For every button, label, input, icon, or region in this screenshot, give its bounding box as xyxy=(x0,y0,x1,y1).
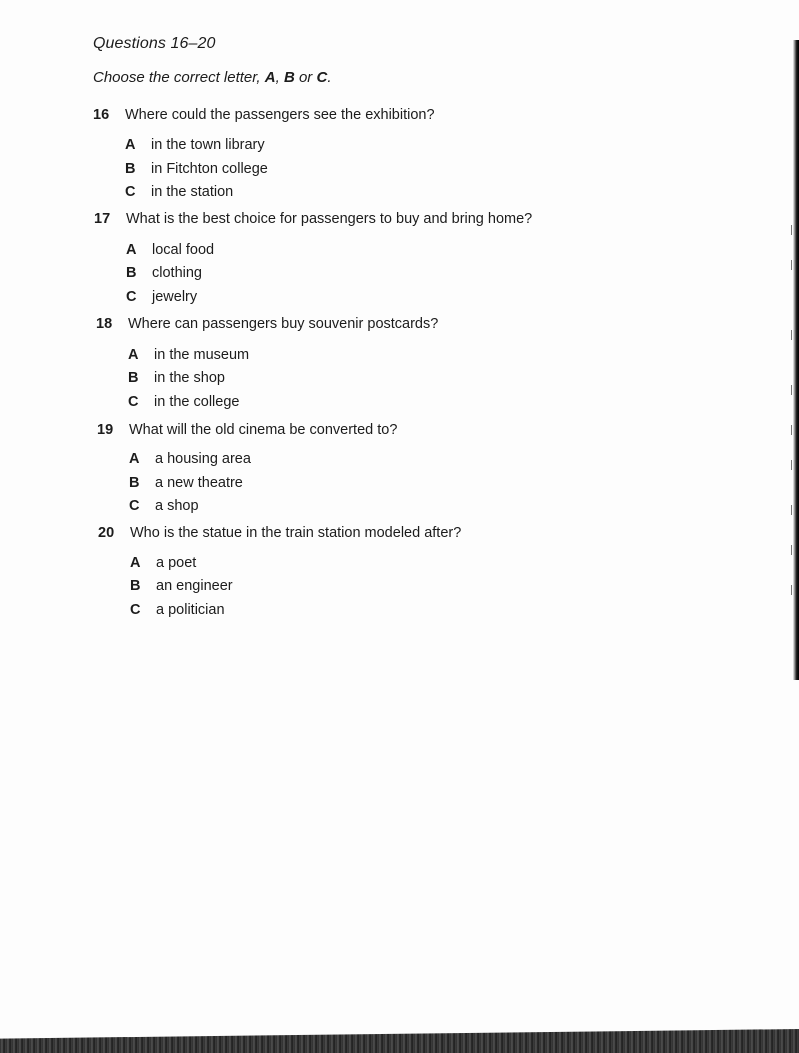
option-20-a[interactable] xyxy=(130,555,196,571)
instruction-letter-b: B xyxy=(283,69,295,86)
question-number: 19 xyxy=(97,422,114,438)
option-letter: C xyxy=(126,289,137,305)
option-18-a[interactable] xyxy=(128,347,249,363)
option-19-c[interactable] xyxy=(129,498,199,514)
instruction-letter-a: A xyxy=(264,69,276,86)
question-17 xyxy=(94,211,532,227)
question-number: 20 xyxy=(98,525,115,541)
option-letter: C xyxy=(125,184,136,200)
option-text: in the college xyxy=(154,394,240,410)
option-20-c[interactable] xyxy=(130,602,225,618)
instruction-text xyxy=(93,69,332,86)
option-letter: B xyxy=(129,475,140,491)
question-number: 16 xyxy=(93,107,110,123)
question-text: What will the old cinema be converted to? xyxy=(129,422,398,438)
option-letter: C xyxy=(129,498,140,514)
option-text: jewelry xyxy=(152,289,198,305)
question-number: 18 xyxy=(96,316,113,332)
option-letter: A xyxy=(128,347,139,363)
option-16-a[interactable] xyxy=(125,137,265,153)
option-text: in the town library xyxy=(151,137,265,153)
question-18 xyxy=(96,316,438,332)
option-19-a[interactable] xyxy=(129,451,251,467)
option-letter: C xyxy=(128,394,139,410)
option-text: a shop xyxy=(155,498,199,514)
option-text: in the shop xyxy=(154,370,225,386)
option-text: in the station xyxy=(151,184,234,200)
question-20 xyxy=(98,525,461,541)
option-letter: A xyxy=(130,555,141,571)
option-text: clothing xyxy=(152,265,202,281)
option-text: local food xyxy=(152,242,215,258)
option-16-b[interactable] xyxy=(125,161,268,177)
option-17-a[interactable] xyxy=(126,242,214,258)
option-text: a poet xyxy=(156,555,197,571)
option-17-c[interactable] xyxy=(126,289,197,305)
question-text: What is the best choice for passengers to buy and bring home? xyxy=(126,211,533,227)
option-16-c[interactable] xyxy=(125,184,233,200)
option-letter: B xyxy=(128,370,139,386)
option-text: in Fitchton college xyxy=(151,161,268,177)
option-20-b[interactable] xyxy=(130,578,233,594)
option-text: an engineer xyxy=(156,578,233,594)
option-letter: B xyxy=(130,578,141,594)
option-text: in the museum xyxy=(154,347,250,363)
question-text: Where can passengers buy souvenir postcards? xyxy=(128,316,439,332)
question-text: Who is the statue in the train station modeled after? xyxy=(130,525,462,541)
question-text: Where could the passengers see the exhibition? xyxy=(125,107,435,123)
instruction-sep: , xyxy=(275,69,280,86)
option-letter: A xyxy=(129,451,140,467)
option-letter: B xyxy=(126,265,137,281)
option-17-b[interactable] xyxy=(126,265,202,281)
option-text: a housing area xyxy=(155,451,251,467)
section-heading: Questions 16–20 xyxy=(93,35,216,52)
scan-right-marks xyxy=(789,180,799,620)
option-18-c[interactable] xyxy=(128,394,239,410)
option-18-b[interactable] xyxy=(128,370,225,386)
instruction-or: or xyxy=(298,69,313,86)
option-letter: C xyxy=(130,602,141,618)
option-letter: A xyxy=(125,137,136,153)
instruction-end: . xyxy=(327,69,332,86)
question-19 xyxy=(97,422,397,438)
option-letter: A xyxy=(126,242,137,258)
option-text: a new theatre xyxy=(155,475,243,491)
option-letter: B xyxy=(125,161,136,177)
instruction-letter-c: C xyxy=(316,69,328,86)
scan-bottom-edge xyxy=(0,1029,799,1053)
option-text: a politician xyxy=(156,602,225,618)
instruction-prefix: Choose the correct letter, xyxy=(93,69,261,86)
question-number: 17 xyxy=(94,211,111,227)
question-16 xyxy=(93,107,435,123)
option-19-b[interactable] xyxy=(129,475,243,491)
